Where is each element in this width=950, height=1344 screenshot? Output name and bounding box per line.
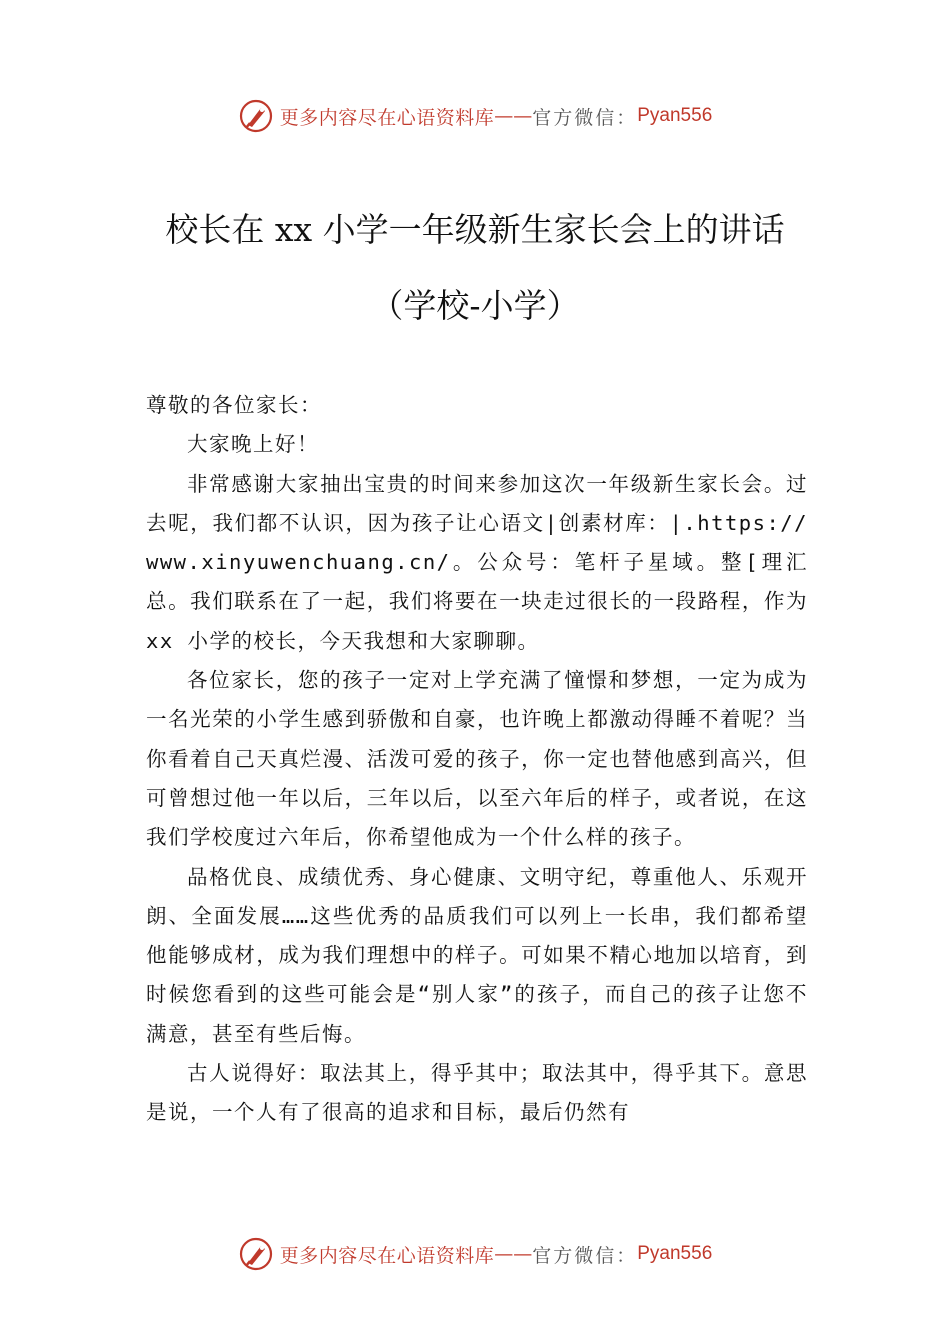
paragraph: 大家晚上好！ [187,432,319,457]
document-title: 校长在 xx 小学一年级新生家长会上的讲话 [165,210,785,249]
banner-weixin-id: Pyan556 [637,105,713,126]
paragraph: 各位家长，您的孩子一定对上学充满了憧憬和梦想，一定为成为一名光荣的小学生感到骄傲和自豪，也许晚上都激动得睡不着呢？当你看着自己天真烂漫、活泼可爱的孩子，你一定也替他感到高兴，但可曾想过他一年以后，三年以后，以至六年后的样子，或者说，在这我们学校度过六年后，你希望他成为一个什么样的孩子。 [146,668,808,850]
pen-nib-logo-icon [238,98,274,134]
banner-separator: —— [494,105,533,127]
header-banner [0,94,950,138]
footer-banner [0,1232,950,1276]
banner-separator: —— [494,1243,533,1265]
pen-nib-logo-icon [238,1236,274,1272]
banner-weixin-label: 官方微信： [532,1244,638,1267]
document-body [146,386,808,1133]
paragraph: 古人说得好：取法其上，得乎其中；取法其中，得乎其下。意思是说，一个人有了很高的追求和目标，最后仍然有 [146,1061,808,1125]
greeting: 尊敬的各位家长： [146,393,322,417]
banner-main-text: 更多内容尽在心语资料库 [279,1244,495,1267]
banner-weixin-label: 官方微信： [532,106,638,129]
paragraph: 非常感谢大家抽出宝贵的时间来参加这次一年级新生家长会。过去呢，我们都不认识，因为孩子让心语文|创素材库：|.https://www.xinyuwenchuang.cn/。公众号：笔杆子星域。整[理汇总。我们联系在了一起，我们将要在一块走过很长的一段路程，作为 xx 小学的校长，今天我想和大家聊聊。 [146,471,808,653]
banner-weixin-id: Pyan556 [637,1243,713,1264]
document-subtitle: （学校-小学） [370,286,580,325]
paragraph: 品格优良、成绩优秀、身心健康、文明守纪，尊重他人、乐观开朗、全面发展……这些优秀的品质我们可以列上一长串，我们都希望他能够成材，成为我们理想中的样子。可如果不精心地加以培育，到时候您看到的这些可能会是“别人家”的孩子，而自己的孩子让您不满意，甚至有些后悔。 [146,864,808,1046]
banner-main-text: 更多内容尽在心语资料库 [279,106,495,129]
